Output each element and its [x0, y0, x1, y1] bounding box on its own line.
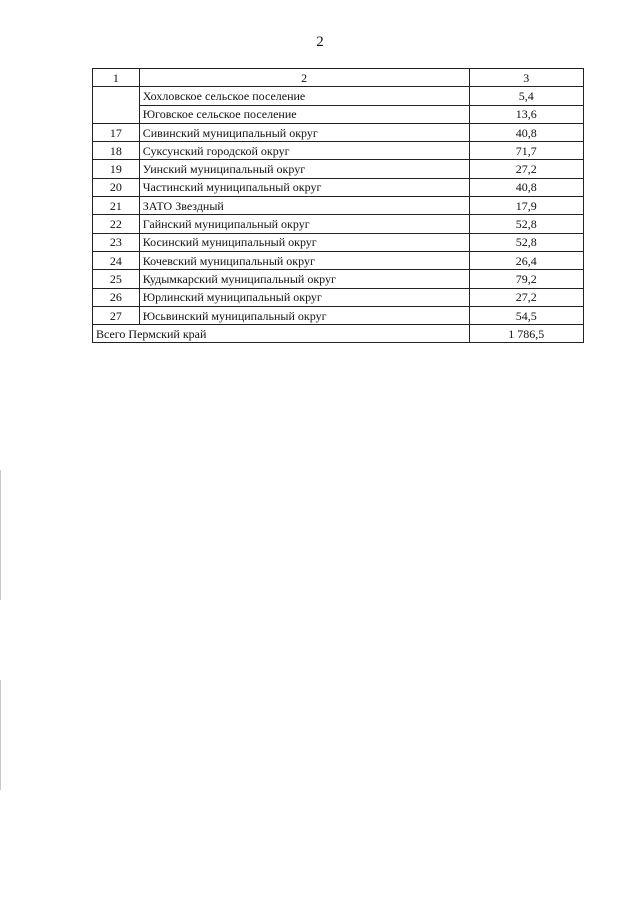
row-name: Юговское сельское поселение	[139, 105, 469, 123]
scan-edge-mark	[0, 680, 1, 790]
header-cell-number: 1	[93, 69, 140, 87]
header-cell-name: 2	[139, 69, 469, 87]
table-total-row	[93, 325, 584, 343]
row-number: 23	[93, 233, 140, 251]
row-name: Частинский муниципальный округ	[139, 178, 469, 196]
row-name: Сивинский муниципальный округ	[139, 123, 469, 141]
allocation-table	[92, 68, 584, 343]
row-number: 22	[93, 215, 140, 233]
row-name: Юрлинский муниципальный округ	[139, 288, 469, 306]
table-row	[93, 142, 584, 160]
row-value: 52,8	[469, 233, 583, 251]
row-value: 79,2	[469, 270, 583, 288]
table-row	[93, 288, 584, 306]
row-name: ЗАТО Звездный	[139, 197, 469, 215]
row-number: 18	[93, 142, 140, 160]
header-cell-value: 3	[469, 69, 583, 87]
row-value: 17,9	[469, 197, 583, 215]
scan-edge-mark	[0, 470, 1, 600]
row-value: 52,8	[469, 215, 583, 233]
row-value: 13,6	[469, 105, 583, 123]
table-row	[93, 105, 584, 123]
row-number: 24	[93, 251, 140, 269]
page-number: 2	[316, 34, 324, 50]
row-name: Хохловское сельское поселение	[139, 87, 469, 105]
row-name: Уинский муниципальный округ	[139, 160, 469, 178]
row-number: 21	[93, 197, 140, 215]
table-row	[93, 215, 584, 233]
table-row	[93, 233, 584, 251]
row-name: Кудымкарский муниципальный округ	[139, 270, 469, 288]
row-name: Косинский муниципальный округ	[139, 233, 469, 251]
row-name: Юсьвинский муниципальный округ	[139, 306, 469, 324]
row-number	[93, 87, 140, 124]
row-number: 20	[93, 178, 140, 196]
total-value: 1 786,5	[469, 325, 583, 343]
total-label: Всего Пермский край	[93, 325, 470, 343]
table-row	[93, 251, 584, 269]
row-value: 5,4	[469, 87, 583, 105]
row-number: 26	[93, 288, 140, 306]
row-value: 40,8	[469, 123, 583, 141]
table-row	[93, 160, 584, 178]
row-value: 26,4	[469, 251, 583, 269]
row-name: Суксунский городской округ	[139, 142, 469, 160]
row-number: 25	[93, 270, 140, 288]
table-row	[93, 178, 584, 196]
row-value: 27,2	[469, 160, 583, 178]
table-row	[93, 87, 584, 105]
row-number: 27	[93, 306, 140, 324]
table-header-row	[93, 69, 584, 87]
row-value: 27,2	[469, 288, 583, 306]
row-name: Кочевский муниципальный округ	[139, 251, 469, 269]
row-value: 54,5	[469, 306, 583, 324]
row-number: 19	[93, 160, 140, 178]
table-row	[93, 306, 584, 324]
table-row	[93, 270, 584, 288]
row-value: 40,8	[469, 178, 583, 196]
row-name: Гайнский муниципальный округ	[139, 215, 469, 233]
row-value: 71,7	[469, 142, 583, 160]
table-row	[93, 123, 584, 141]
row-number: 17	[93, 123, 140, 141]
table-row	[93, 197, 584, 215]
